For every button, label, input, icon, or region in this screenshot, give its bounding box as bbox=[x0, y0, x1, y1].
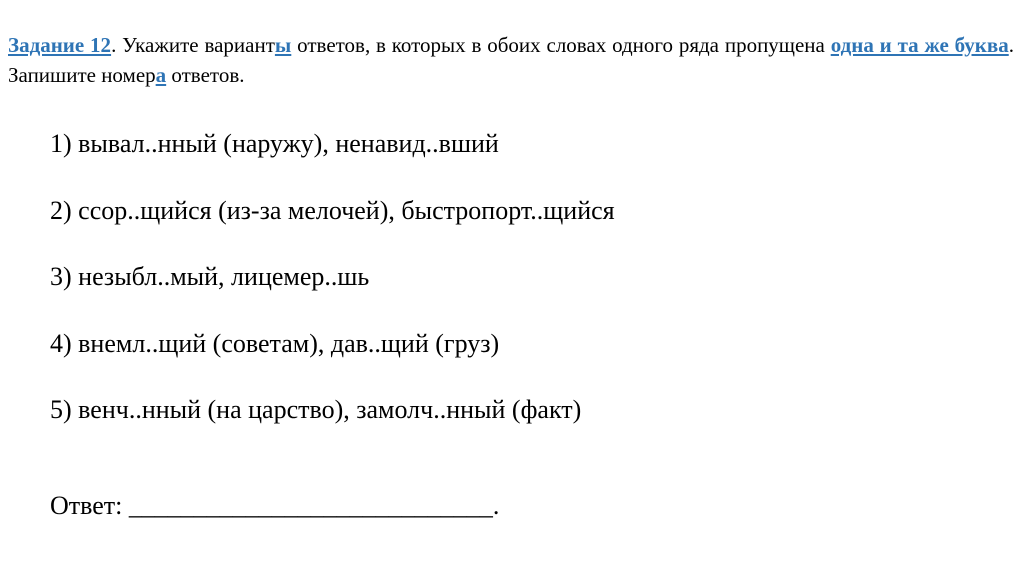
task-highlight-ending-1: ы bbox=[274, 33, 292, 57]
task-text-intro: . Укажите вариант bbox=[111, 33, 275, 57]
answer-label: Ответ: bbox=[50, 491, 129, 520]
option-4: 4) внемл..щий (советам), дав..щий (груз) bbox=[50, 328, 500, 358]
option-2: 2) ссор..щийся (из-за мелочей), быстропорт..щийся bbox=[50, 195, 615, 225]
answer-blank[interactable]: ____________________________ bbox=[128, 491, 493, 520]
option-3: 3) незыбл..мый, лицемер..шь bbox=[50, 262, 370, 291]
option-5: 5) венч..нный (на царство), замолч..нный (факт) bbox=[50, 395, 582, 424]
task-highlight-phrase: одна и та же буква bbox=[830, 33, 1009, 57]
task-statement bbox=[8, 30, 1014, 90]
task-text-3: ответов. bbox=[166, 63, 245, 87]
answer-end: . bbox=[492, 491, 500, 520]
answer-line bbox=[50, 490, 499, 522]
option-1: 1) вывал..нный (наружу), ненавид..вший bbox=[50, 129, 499, 158]
options-list bbox=[50, 128, 615, 461]
task-label: Задание 12 bbox=[8, 33, 112, 57]
task-text-1: ответов, в которых в обоих словах одного ряда пропущена bbox=[291, 33, 831, 57]
task-text-2: . Запишите номер bbox=[8, 33, 1014, 87]
task-highlight-ending-2: а bbox=[155, 63, 167, 87]
